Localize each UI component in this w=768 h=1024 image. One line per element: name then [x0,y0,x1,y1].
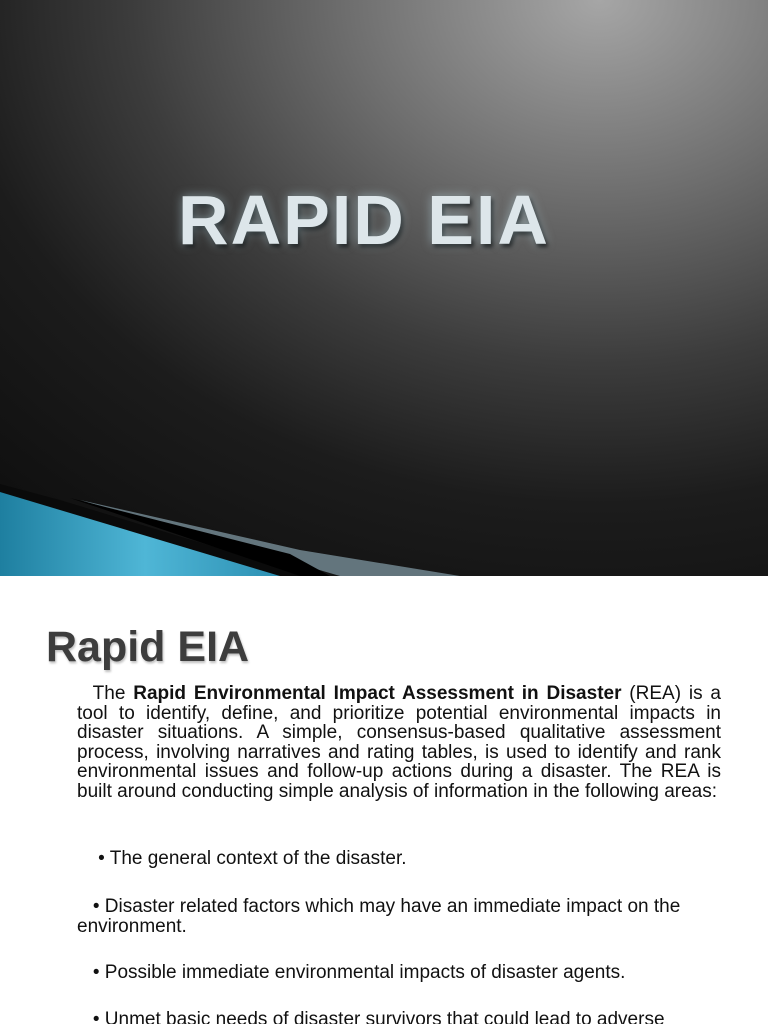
paragraph-bold-term: Rapid Environmental Impact Assessment in Disaster [133,683,622,704]
bullet-item: • The general context of the disaster. [98,848,407,869]
content-slide [0,576,768,1024]
bullet-item: • Unmet basic needs of disaster survivors that could lead to adverse [92,1009,665,1024]
bullet-item: • Disaster related factors which may have an immediate impact on the environment. [77,896,681,937]
paragraph-lead: The [92,683,134,704]
paragraph-body: (REA) is a tool to identify, define, and prioritize potential environmental impacts in disaster situations. A simple, consensus-based qualitative assessment process, involving narratives and rating tables, is used to identify and rank environmental issues and follow-up actions during a disaster. The REA is built around conducting simple analysis of information in the following areas: [77,683,721,802]
bullet-item: • Possible immediate environmental impacts of disaster agents. [92,962,626,983]
intro-paragraph [77,684,721,801]
content-slide-title: Rapid EIA [46,623,250,671]
slide-title: RAPID EIA [178,181,550,259]
swoosh-decoration [0,470,768,576]
